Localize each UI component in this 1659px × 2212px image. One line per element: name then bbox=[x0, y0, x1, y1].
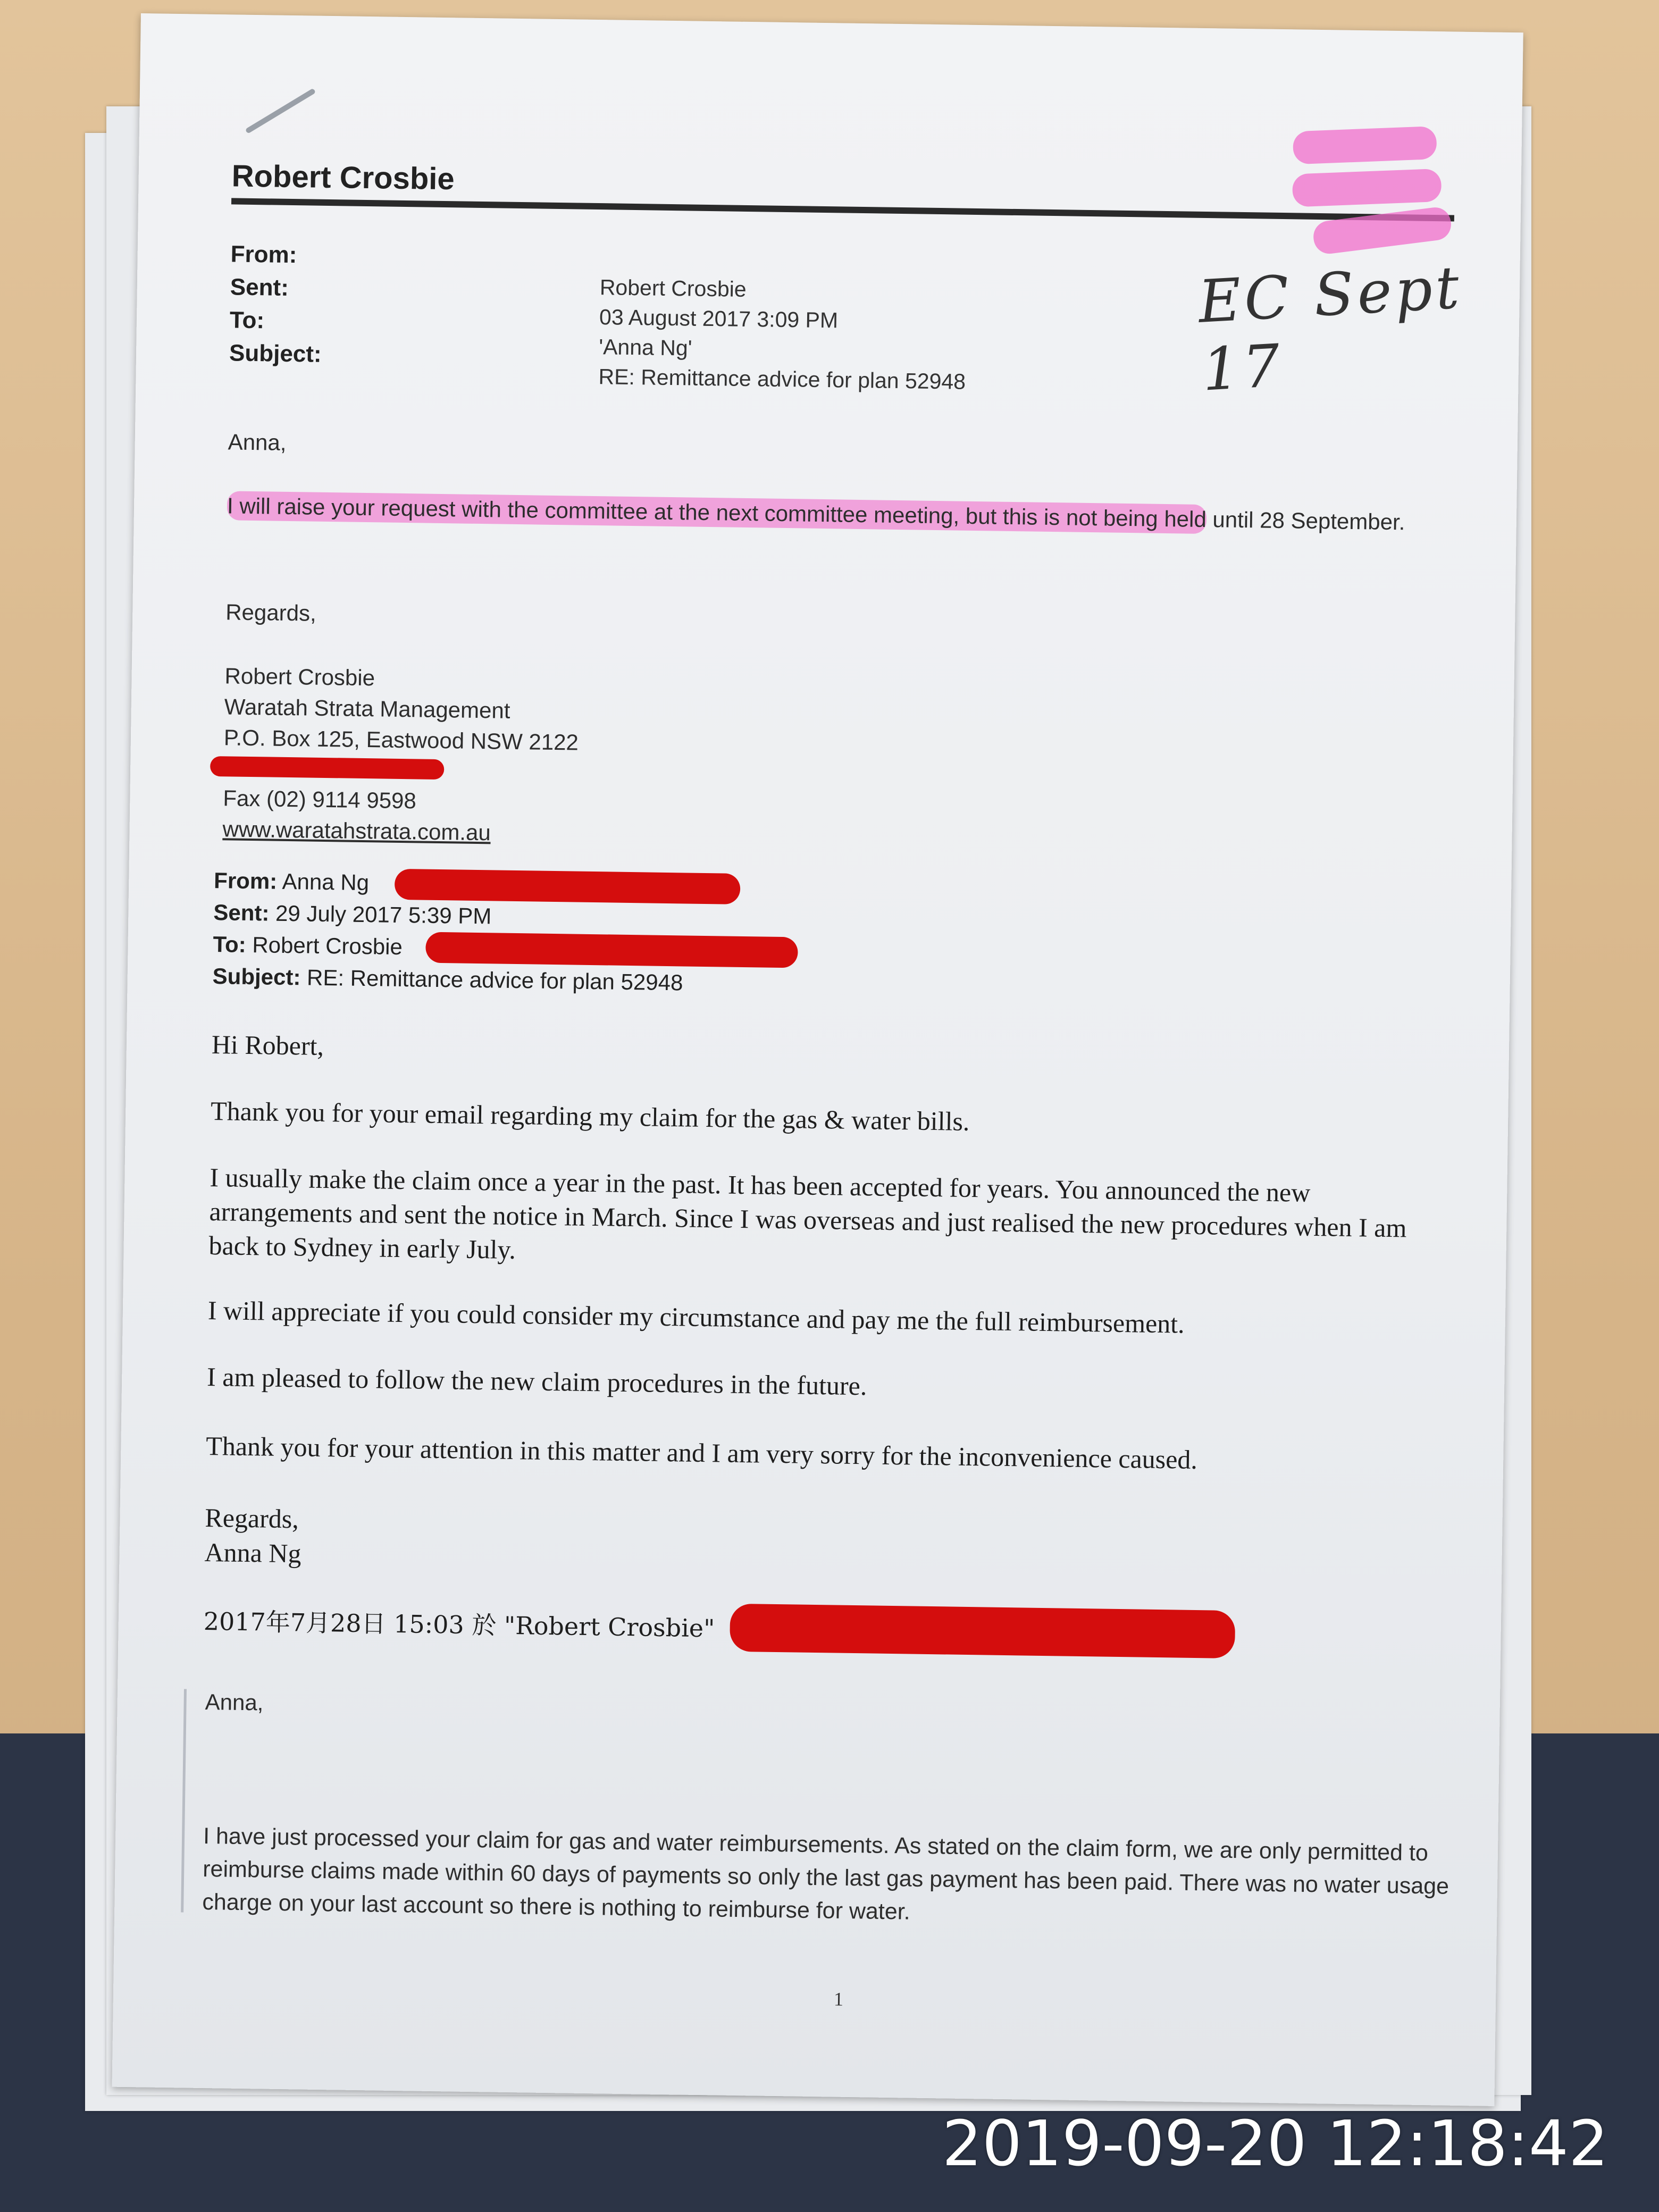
photo-timestamp: 2019-09-20 12:18:42 bbox=[942, 2107, 1608, 2180]
signature-contact bbox=[222, 783, 491, 848]
signature-name: Robert Crosbie bbox=[224, 663, 375, 691]
email2-paragraph: Thank you for your attention in this matter and I am very sorry for the inconvenience caused. bbox=[206, 1430, 1198, 1475]
email2-from: Anna Ng bbox=[282, 868, 370, 895]
email2-sent-line: Sent: 29 July 2017 5:39 PM bbox=[213, 900, 492, 929]
staple bbox=[245, 88, 316, 134]
email1-greeting: Anna, bbox=[228, 429, 287, 455]
subject-label: Subject: bbox=[229, 340, 322, 367]
email-header-values bbox=[598, 272, 967, 397]
body-text: until 28 September. bbox=[1206, 507, 1405, 535]
signature-company: Waratah Strata Management bbox=[224, 694, 510, 723]
handwritten-note: EC Sept 17 bbox=[1196, 253, 1464, 404]
email2-to: Robert Crosbie bbox=[252, 932, 403, 960]
highlighter-mark bbox=[1292, 169, 1442, 207]
from-label: From: bbox=[230, 241, 297, 269]
highlighted-text: I will raise your request with the committee at the next committee meeting, but this is not being held bbox=[227, 491, 1206, 534]
sent-label: Sent: bbox=[230, 274, 289, 301]
email2-greeting: Hi Robert, bbox=[211, 1029, 324, 1061]
email3-greeting: Anna, bbox=[205, 1689, 264, 1715]
to-label: To: bbox=[229, 307, 265, 334]
redaction-mark bbox=[210, 756, 444, 780]
email2-paragraph: I will appreciate if you could consider my circumstance and pay me the full reimbursement. bbox=[207, 1295, 1185, 1339]
signature-block bbox=[224, 660, 580, 758]
email-header-labels bbox=[229, 238, 323, 371]
email1-body bbox=[227, 490, 1424, 538]
email2-signature: Anna Ng bbox=[204, 1537, 301, 1569]
email2-from-line: From: Anna Ng bbox=[213, 868, 370, 895]
redaction-mark bbox=[730, 1604, 1235, 1658]
subject-value: RE: Remittance advice for plan 52948 bbox=[598, 364, 966, 394]
highlighter-mark bbox=[1293, 126, 1437, 164]
letterhead-name: Robert Crosbie bbox=[231, 158, 455, 197]
to-value: 'Anna Ng' bbox=[599, 334, 692, 361]
email2-paragraph: I usually make the claim once a year in the past. It has been accepted for years. You announced the new arrangements and sent the notice in March. Since I was overseas and just realised the new procedures when I am back to Sydney in early July. bbox=[208, 1162, 1407, 1265]
email2-paragraph: I am pleased to follow the new claim procedures in the future. bbox=[206, 1361, 867, 1401]
fax-number: Fax (02) 9114 9598 bbox=[223, 785, 417, 814]
email3-body: I have just processed your claim for gas and water reimbursements. As stated on the claim form, we are only permitted to reimburse claims made within 60 days of payments so only the last gas payment has been paid. There was no water usage charge on your last account so there is nothing to reimburse for water. bbox=[202, 1823, 1449, 1925]
from-value: Robert Crosbie bbox=[599, 275, 747, 301]
email1-closing: Regards, bbox=[225, 599, 317, 626]
header-rule bbox=[231, 198, 1454, 221]
website-link[interactable]: www.waratahstrata.com.au bbox=[222, 816, 491, 845]
email2-to-line: To: Robert Crosbie bbox=[213, 932, 403, 960]
page-number: 1 bbox=[833, 1988, 844, 2010]
email2-subject: RE: Remittance advice for plan 52948 bbox=[306, 965, 683, 995]
email2-sent: 29 July 2017 5:39 PM bbox=[275, 900, 492, 929]
redaction-mark bbox=[395, 869, 741, 904]
email2-subject-line: Subject: RE: Remittance advice for plan 52948 bbox=[212, 963, 683, 995]
email2-paragraph: Thank you for your email regarding my claim for the gas & water bills. bbox=[210, 1096, 970, 1136]
email2-closing: Regards, bbox=[205, 1502, 299, 1534]
sent-value: 03 August 2017 3:09 PM bbox=[599, 305, 839, 333]
redaction-mark bbox=[425, 932, 798, 968]
signature-address: P.O. Box 125, Eastwood NSW 2122 bbox=[223, 725, 579, 755]
quote-bar bbox=[181, 1689, 187, 1912]
quote-header: 2017年7月28日 15:03 於 "Robert Crosbie" bbox=[203, 1606, 715, 1643]
document-page bbox=[112, 13, 1523, 2106]
